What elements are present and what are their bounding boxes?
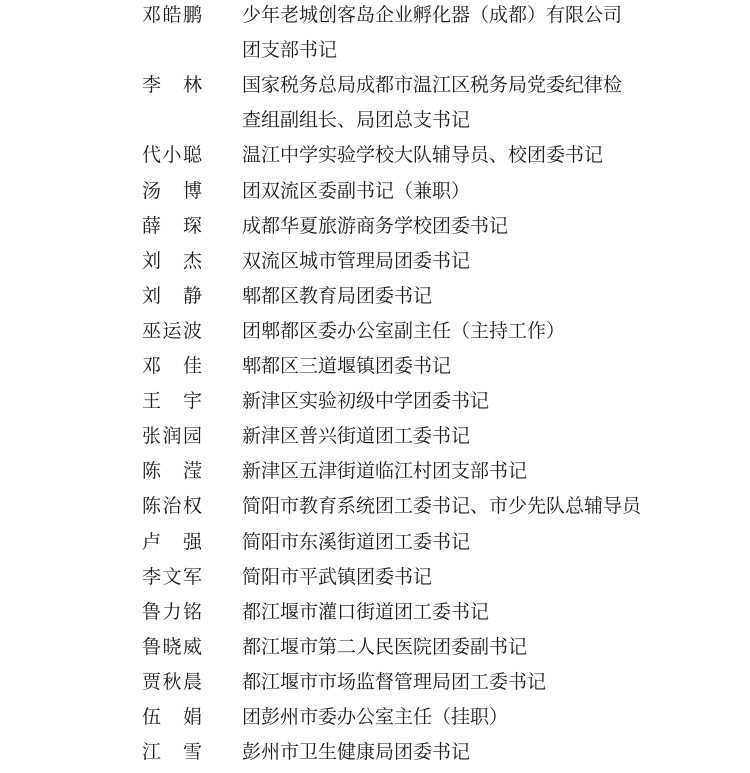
role-line: 双流区城市管理局团委书记 (242, 249, 471, 272)
role-line: 彭州市卫生健康局团委书记 (242, 741, 471, 764)
role-line: 少年老城创客岛企业孵化器（成都）有限公司 (242, 4, 623, 26)
person-name: 代小聪 (142, 144, 202, 167)
role-line: 团双流区委副书记（兼职） (242, 179, 471, 202)
person-name: 陈 滢 (142, 460, 202, 483)
role-line: 郫都区三道堰镇团委书记 (242, 355, 452, 377)
role-line: 郫都区教育局团委书记 (242, 284, 433, 307)
role-line: 团彭州市委办公室主任（挂职） (242, 706, 509, 728)
person-role (242, 138, 652, 173)
person-role (242, 525, 652, 560)
person-role (242, 489, 652, 524)
role-line: 团郫都区委办公室副主任（主持工作） (242, 319, 566, 342)
person-role (242, 349, 652, 384)
person-role (242, 209, 652, 244)
person-role (242, 68, 652, 138)
role-line: 简阳市东溪街道团工委书记 (242, 530, 471, 553)
person-name: 贾秋晨 (142, 670, 202, 693)
person-role (242, 595, 652, 630)
role-line: 新津区五津街道临江村团支部书记 (242, 460, 528, 483)
role-line: 温江中学实验学校大队辅导员、校团委书记 (242, 144, 604, 167)
person-role (242, 174, 652, 209)
person-name: 李文军 (142, 565, 202, 588)
person-role (242, 244, 652, 279)
role-line: 简阳市平武镇团委书记 (242, 565, 433, 588)
person-role (242, 419, 652, 454)
role-line: 都江堰市市场监督管理局团工委书记 (242, 670, 547, 693)
role-line: 都江堰市第二人民医院团委副书记 (242, 635, 528, 658)
person-name: 陈治权 (142, 495, 202, 518)
person-name: 汤 博 (142, 179, 202, 202)
person-name: 王 宇 (142, 390, 202, 413)
person-name: 刘 静 (142, 284, 202, 307)
person-role (242, 630, 652, 665)
person-name: 鲁力铭 (142, 600, 202, 623)
person-role (242, 560, 652, 595)
person-role (242, 665, 652, 700)
person-name: 张润园 (142, 425, 202, 448)
person-name: 卢 强 (142, 530, 202, 553)
person-role (242, 384, 652, 419)
person-role (242, 735, 652, 770)
role-line: 成都华夏旅游商务学校团委书记 (242, 214, 509, 237)
person-name: 薛 琛 (142, 214, 202, 237)
person-name: 邓 佳 (142, 355, 202, 377)
person-role (242, 0, 652, 68)
person-name: 刘 杰 (142, 249, 202, 272)
role-line: 新津区实验初级中学团委书记 (242, 390, 490, 413)
person-role (242, 700, 652, 735)
person-name: 伍 娟 (142, 706, 202, 728)
role-line: 新津区普兴街道团工委书记 (242, 425, 471, 448)
person-name: 江 雪 (142, 741, 202, 764)
person-name: 邓皓鹏 (142, 4, 202, 26)
person-role (242, 279, 652, 314)
role-line: 简阳市教育系统团工委书记、市少先队总辅导员 (242, 495, 642, 518)
person-name: 巫运波 (142, 319, 202, 342)
role-line: 团支部书记 (242, 39, 338, 61)
person-role (242, 454, 652, 489)
person-name: 鲁晓威 (142, 635, 202, 658)
role-line: 都江堰市灌口街道团工委书记 (242, 600, 490, 623)
role-line: 查组副组长、局团总支书记 (242, 109, 471, 132)
person-role (242, 314, 652, 349)
person-name: 李 林 (142, 74, 202, 97)
role-line: 国家税务总局成都市温江区税务局党委纪律检 (242, 74, 623, 97)
